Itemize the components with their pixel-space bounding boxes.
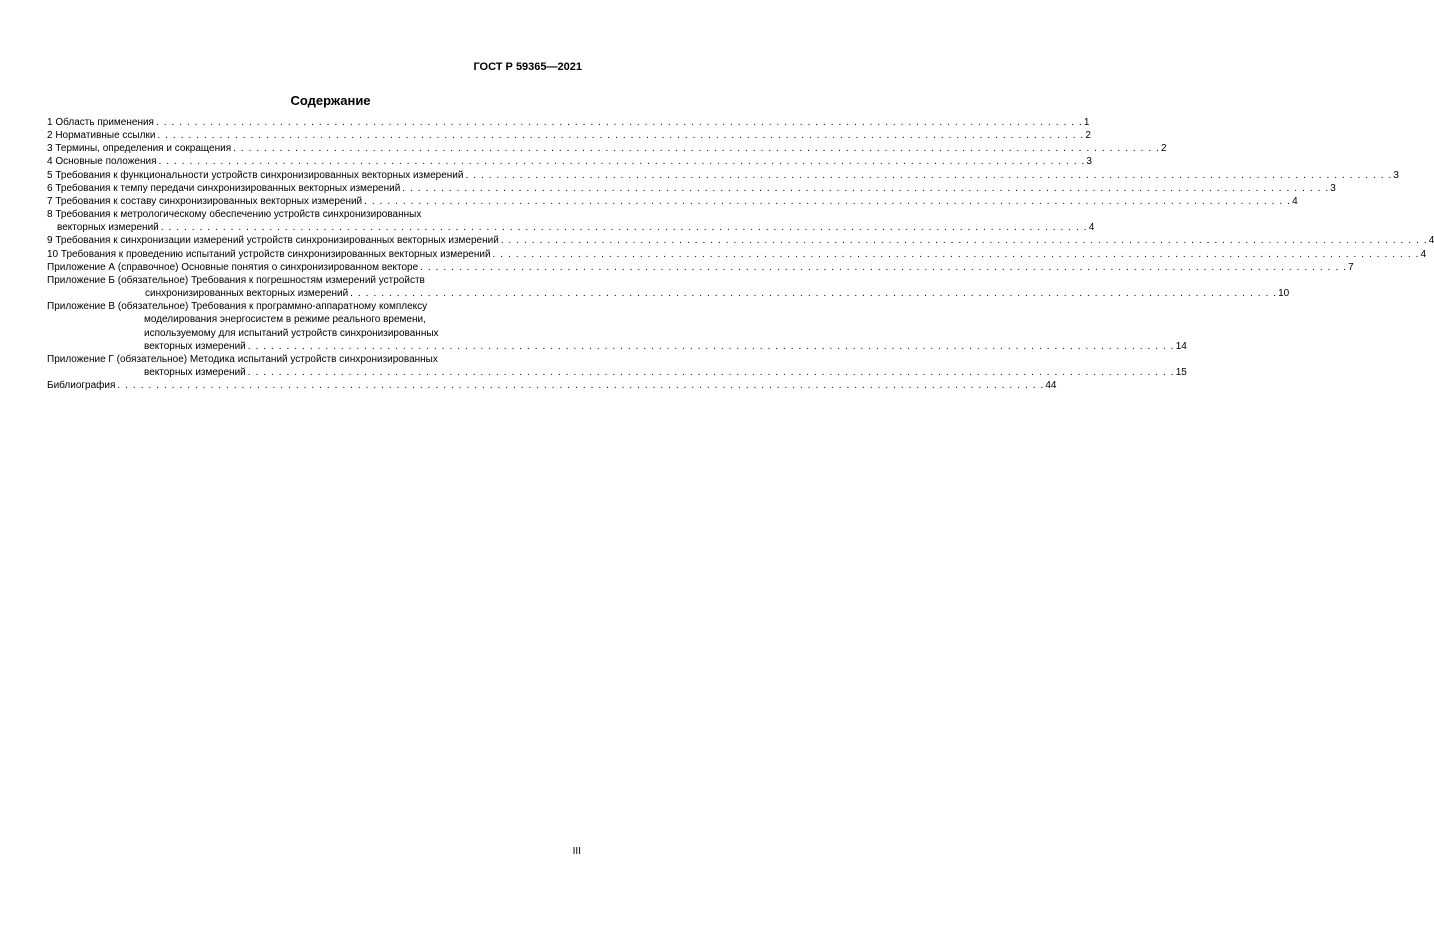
toc-entry-line [47,155,1092,168]
table-of-contents [47,116,1434,392]
toc-entry[interactable] [47,248,1427,261]
toc-entry[interactable] [47,142,1167,155]
toc-entry[interactable] [47,208,1095,234]
toc-page-number: 4 [1292,195,1298,207]
toc-entry-line [47,287,1290,300]
toc-entry-line [47,182,1336,195]
toc-entry[interactable] [47,353,1187,379]
toc-entry[interactable] [47,379,1057,392]
toc-entry-line [47,195,1298,208]
toc-page-number: 2 [1161,143,1167,155]
toc-entry-line [47,313,583,326]
toc-entry-text: синхронизированных векторных измерений [145,288,349,300]
toc-entry[interactable] [47,169,1399,182]
toc-leader-dots: . . . . . . . . . . . . . . . . . . . . . . . . . . . . . . . . . . . . . . . . . . . . . . . . . . . . . . . . . . . . . . . . . . . . . . . . . . . . . . . . . . . . . . . . . . . . . . . . . . . . . . . . . . . . . . . . . . . . . . . . [117,380,1045,392]
toc-entry-line [47,300,583,313]
toc-entry-line [47,169,1399,182]
toc-entry-text: 8 Требования к метрологическому обеспечению устройств синхронизированных [47,209,422,221]
toc-entry-line [47,234,1434,247]
toc-title: Содержание [290,93,371,108]
toc-page-number: 3 [1330,182,1336,194]
toc-leader-dots: . . . . . . . . . . . . . . . . . . . . . . . . . . . . . . . . . . . . . . . . . . . . . . . . . . . . . . . . . . . . . . . . . . . . . . . . . . . . . . . . . . . . . . . . . . . . . . . . . . . . . . . . . . . . . . . . . . . . . . . . [465,169,1393,181]
toc-page-number: 15 [1175,366,1187,378]
toc-leader-dots: . . . . . . . . . . . . . . . . . . . . . . . . . . . . . . . . . . . . . . . . . . . . . . . . . . . . . . . . . . . . . . . . . . . . . . . . . . . . . . . . . . . . . . . . . . . . . . . . . . . . . . . . . . . . . . . . . . . . . . . . [155,117,1083,128]
toc-entry-text: Приложение Г (обязательное) Методика испытаний устройств синхронизированных [47,353,438,365]
toc-entry-text: 7 Требования к составу синхронизированных векторных измерений [47,195,363,207]
toc-entry-text: векторных измерений [144,340,246,352]
toc-entry-text: используемому для испытаний устройств синхронизированных [144,327,439,339]
toc-leader-dots: . . . . . . . . . . . . . . . . . . . . . . . . . . . . . . . . . . . . . . . . . . . . . . . . . . . . . . . . . . . . . . . . . . . . . . . . . . . . . . . . . . . . . . . . . . . . . . . . . . . . . . . . . . . . . . . . . . . . . . . . [233,143,1161,155]
toc-entry-line [47,248,1427,261]
toc-entry[interactable] [47,234,1434,247]
toc-entry-line [47,142,1167,155]
toc-leader-dots: . . . . . . . . . . . . . . . . . . . . . . . . . . . . . . . . . . . . . . . . . . . . . . . . . . . . . . . . . . . . . . . . . . . . . . . . . . . . . . . . . . . . . . . . . . . . . . . . . . . . . . . . . . . . . . . . . . . . . . . . [350,288,1278,300]
toc-entry-text: 2 Нормативные ссылки [47,130,156,142]
toc-entry-line [47,116,1090,129]
toc-page-number: 2 [1085,130,1091,142]
toc-entry-text: 10 Требования к проведению испытаний устройств синхронизированных векторных измерений [47,248,491,260]
toc-entry-text: 4 Основные положения [47,156,157,168]
toc-page-number: 4 [1428,235,1434,247]
toc-entry-line [47,327,583,340]
toc-entry-line [47,366,1187,379]
toc-page-number: 3 [1086,156,1092,168]
toc-entry-line [47,261,1354,274]
toc-page-number: 4 [1420,248,1427,260]
toc-leader-dots: . . . . . . . . . . . . . . . . . . . . . . . . . . . . . . . . . . . . . . . . . . . . . . . . . . . . . . . . . . . . . . . . . . . . . . . . . . . . . . . . . . . . . . . . . . . . . . . . . . . . . . . . . . . . . . . . . . . . . . . . [402,182,1330,194]
toc-entry-text: моделирования энергосистем в режиме реального времени, [144,314,426,326]
toc-entry[interactable] [47,116,1090,129]
toc-page-number: 3 [1393,169,1399,181]
document-id: ГОСТ Р 59365—2021 [473,61,582,73]
toc-entry[interactable] [47,129,1091,142]
toc-leader-dots: . . . . . . . . . . . . . . . . . . . . . . . . . . . . . . . . . . . . . . . . . . . . . . . . . . . . . . . . . . . . . . . . . . . . . . . . . . . . . . . . . . . . . . . . . . . . . . . . . . . . . . . . . . . . . . . . . . . . . . . . [364,195,1292,207]
toc-entry-line [47,208,583,221]
toc-entry-line [47,221,1095,234]
toc-page-number: 10 [1278,288,1290,300]
toc-leader-dots: . . . . . . . . . . . . . . . . . . . . . . . . . . . . . . . . . . . . . . . . . . . . . . . . . . . . . . . . . . . . . . . . . . . . . . . . . . . . . . . . . . . . . . . . . . . . . . . . . . . . . . . . . . . . . . . . . . . . . . . . [247,366,1175,378]
toc-page-number: 14 [1175,340,1187,352]
toc-entry-line [47,274,583,287]
toc-entry-line [47,353,583,366]
toc-entry[interactable] [47,195,1298,208]
toc-leader-dots: . . . . . . . . . . . . . . . . . . . . . . . . . . . . . . . . . . . . . . . . . . . . . . . . . . . . . . . . . . . . . . . . . . . . . . . . . . . . . . . . . . . . . . . . . . . . . . . . . . . . . . . . . . . . . . . . . . . . . . . . [420,261,1348,273]
toc-leader-dots: . . . . . . . . . . . . . . . . . . . . . . . . . . . . . . . . . . . . . . . . . . . . . . . . . . . . . . . . . . . . . . . . . . . . . . . . . . . . . . . . . . . . . . . . . . . . . . . . . . . . . . . . . . . . . . . . . . . . . . . . [160,222,1088,234]
toc-entry-text: 1 Область применения [47,117,154,128]
toc-entry[interactable] [47,182,1336,195]
toc-entry-text: векторных измерений [57,222,159,234]
toc-entry-line [47,129,1091,142]
toc-entry-text: 6 Требования к темпу передачи синхронизированных векторных измерений [47,182,401,194]
toc-entry[interactable] [47,155,1092,168]
toc-entry-text: Библиография [47,380,116,392]
toc-entry-text: 3 Термины, определения и сокращения [47,143,232,155]
toc-leader-dots: . . . . . . . . . . . . . . . . . . . . . . . . . . . . . . . . . . . . . . . . . . . . . . . . . . . . . . . . . . . . . . . . . . . . . . . . . . . . . . . . . . . . . . . . . . . . . . . . . . . . . . . . . . . . . . . . . . . . . . . . [500,235,1428,247]
toc-leader-dots: . . . . . . . . . . . . . . . . . . . . . . . . . . . . . . . . . . . . . . . . . . . . . . . . . . . . . . . . . . . . . . . . . . . . . . . . . . . . . . . . . . . . . . . . . . . . . . . . . . . . . . . . . . . . . . . . . . . . . . . . [157,130,1085,142]
toc-entry[interactable] [47,300,1187,353]
toc-leader-dots: . . . . . . . . . . . . . . . . . . . . . . . . . . . . . . . . . . . . . . . . . . . . . . . . . . . . . . . . . . . . . . . . . . . . . . . . . . . . . . . . . . . . . . . . . . . . . . . . . . . . . . . . . . . . . . . . . . . . . . . . [492,248,1420,260]
toc-entry-text: векторных измерений [144,366,246,378]
toc-entry-text: 9 Требования к синхронизации измерений устройств синхронизированных векторных измерений [47,235,499,247]
toc-entry-text: Приложение В (обязательное) Требования к программно-аппаратному комплексу [47,301,428,313]
toc-page-number: 1 [1083,117,1090,128]
toc-entry-line [47,340,1187,353]
toc-leader-dots: . . . . . . . . . . . . . . . . . . . . . . . . . . . . . . . . . . . . . . . . . . . . . . . . . . . . . . . . . . . . . . . . . . . . . . . . . . . . . . . . . . . . . . . . . . . . . . . . . . . . . . . . . . . . . . . . . . . . . . . . [247,340,1175,352]
toc-entry-text: Приложение Б (обязательное) Требования к погрешностям измерений устройств [47,274,425,286]
toc-page-number: 44 [1045,380,1057,392]
toc-page-number: 7 [1348,261,1354,273]
toc-leader-dots: . . . . . . . . . . . . . . . . . . . . . . . . . . . . . . . . . . . . . . . . . . . . . . . . . . . . . . . . . . . . . . . . . . . . . . . . . . . . . . . . . . . . . . . . . . . . . . . . . . . . . . . . . . . . . . . . . . . . . . . . [158,156,1086,168]
toc-entry-text: 5 Требования к функциональности устройств синхронизированных векторных измерений [47,169,464,181]
toc-entry[interactable] [47,274,1290,300]
toc-entry-line [47,379,1057,392]
toc-page-number: 4 [1088,222,1095,234]
page-number: III [572,846,581,857]
toc-entry[interactable] [47,261,1354,274]
toc-entry-text: Приложение А (справочное) Основные понятия о синхронизированном векторе [47,261,419,273]
